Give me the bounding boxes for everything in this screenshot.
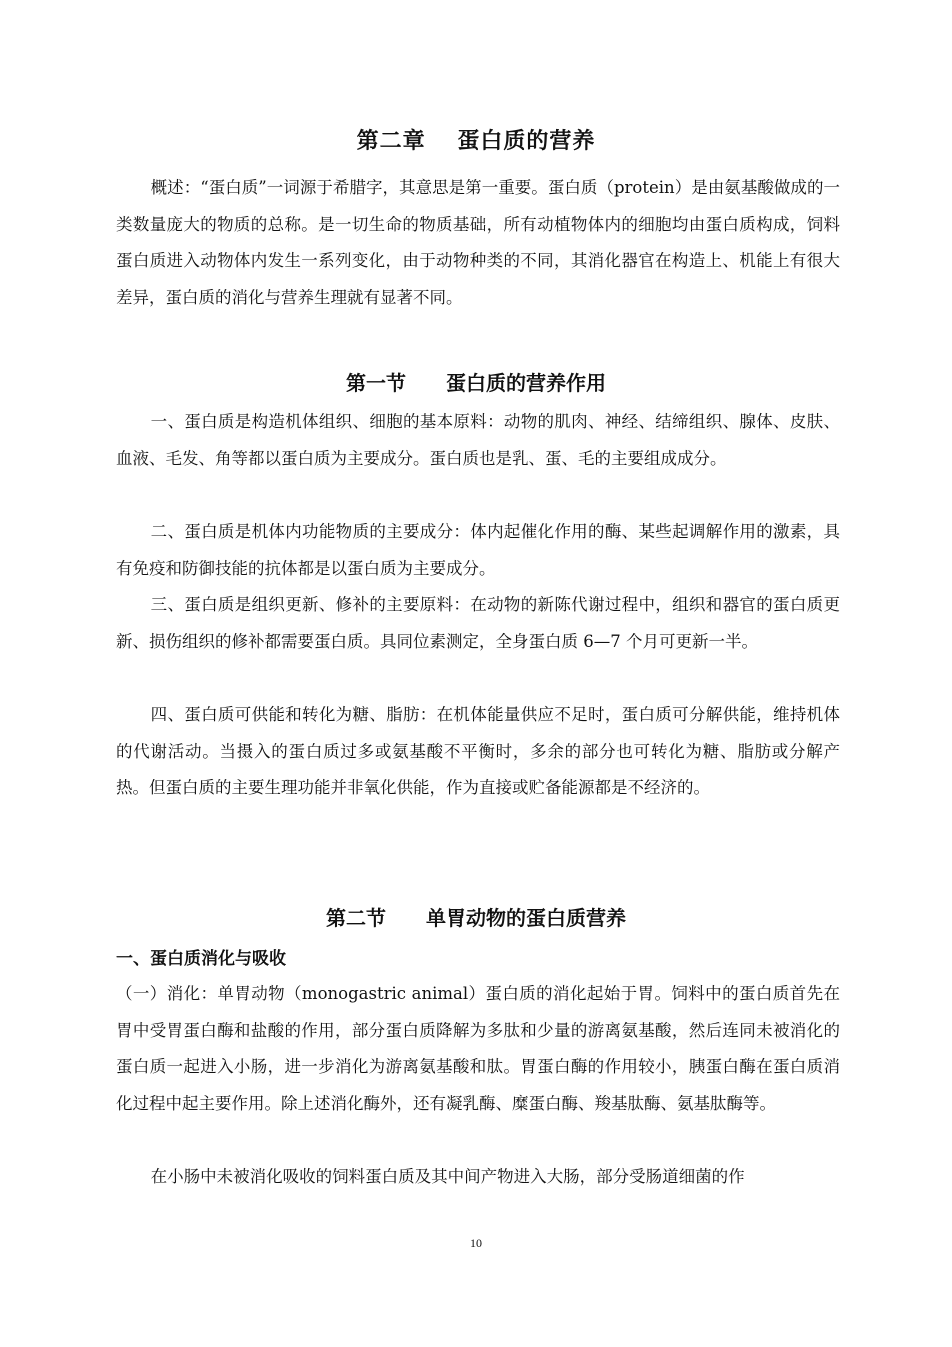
overview-paragraph: 概述：“蛋白质”一词源于希腊字，其意思是第一重要。蛋白质（protein）是由氨基酸做成的一类数量庞大的物质的总称。是一切生命的物质基础，所有动植物体内的细胞均由蛋白质构成，饲料蛋白质进入动物体内发生一系列变化，由于动物种类的不同，其消化器官在构造上、机能上有很大差异，蛋白质的消化与营养生理就有显著不同。 [116,178,840,307]
chapter-title: 第二章 蛋白质的营养 [356,129,596,154]
section-1-paragraph-1: 一、蛋白质是构造机体组织、细胞的基本原料：动物的肌肉、神经、结缔组织、腺体、皮肤、血液、毛发、角等都以蛋白质为主要成分。蛋白质也是乳、蛋、毛的主要组成成分。 [116,412,840,468]
section-2-paragraph-1: （一）消化：单胃动物（monogastric animal）蛋白质的消化起始于胃。饲料中的蛋白质首先在胃中受胃蛋白酶和盐酸的作用，部分蛋白质降解为多肽和少量的游离氨基酸，然后连同未被消化的蛋白质一起进入小肠，进一步消化为游离氨基酸和肽。胃蛋白酶的作用较小，胰蛋白酶在蛋白质消化过程中起主要作用。除上述消化酶外，还有凝乳酶、糜蛋白酶、羧基肽酶、氨基肽酶等。 [116,984,840,1113]
section-1-paragraph-3: 三、蛋白质是组织更新、修补的主要原料：在动物的新陈代谢过程中，组织和器官的蛋白质更新、损伤组织的修补都需要蛋白质。具同位素测定，全身蛋白质 6—7 个月可更新一半。 [116,595,840,651]
section-1-paragraph-2: 二、蛋白质是机体内功能物质的主要成分：体内起催化作用的酶、某些起调解作用的激素，具有免疫和防御技能的抗体都是以蛋白质为主要成分。 [116,522,840,578]
section-2-title: 第二节 单胃动物的蛋白质营养 [326,906,626,930]
page-number: 10 [470,1236,482,1250]
section-1-paragraph-4: 四、蛋白质可供能和转化为糖、脂肪：在机体能量供应不足时，蛋白质可分解供能，维持机体的代谢活动。当摄入的蛋白质过多或氨基酸不平衡时，多余的部分也可转化为糖、脂肪或分解产热。但蛋白质的主要生理功能并非氧化供能，作为直接或贮备能源都是不经济的。 [116,705,840,797]
section-1-title: 第一节 蛋白质的营养作用 [346,371,606,395]
section-2-subheading: 一、蛋白质消化与吸收 [116,949,286,969]
section-2-paragraph-2: 在小肠中未被消化吸收的饲料蛋白质及其中间产物进入大肠，部分受肠道细菌的作 [150,1167,745,1186]
